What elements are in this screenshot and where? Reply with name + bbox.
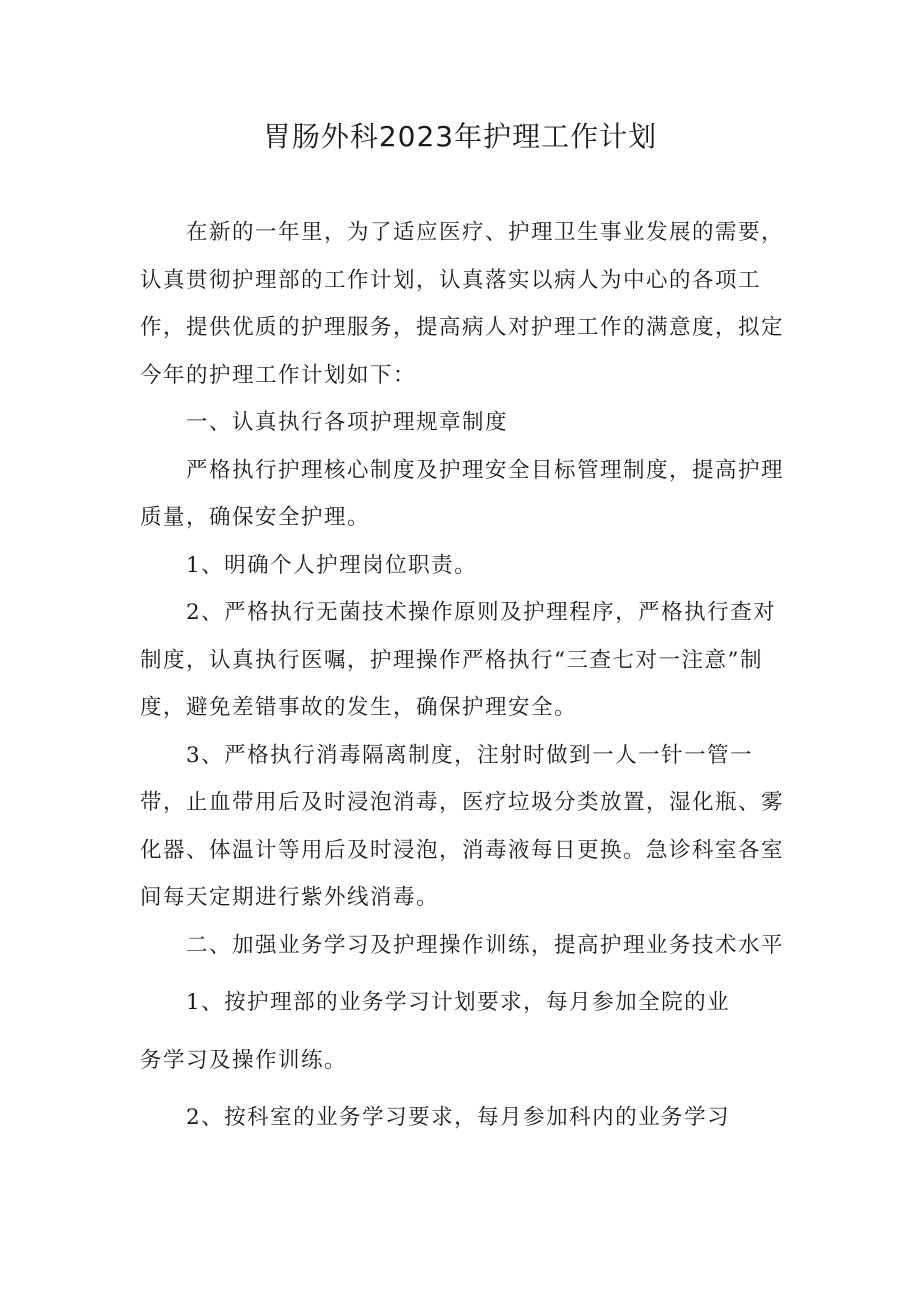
document-body xyxy=(140,209,790,1142)
paragraph-section-1-intro: 严格执行护理核心制度及护理安全目标管理制度，提高护理质量，确保安全护理。 xyxy=(140,457,785,530)
list-item-1-1: 1、明确个人护理岗位职责。 xyxy=(186,552,478,578)
section-heading-2: 二、加强业务学习及护理操作训练，提高护理业务技术水平 xyxy=(186,932,785,958)
paragraph-intro: 在新的一年里，为了适应医疗、护理卫生事业发展的需要，认真贯彻护理部的工作计划，认真落实以病人为中心的各项工作，提供优质的护理服务，提高病人对护理工作的满意度，拟定今年的护理工作计划如下： xyxy=(140,220,785,388)
list-item-2-2: 2、按科室的业务学习要求，每月参加科内的业务学习 xyxy=(186,1105,731,1130)
list-item-2-1-line2: 务学习及操作训练。 xyxy=(140,1047,348,1073)
list-item-1-2: 2、严格执行无菌技术操作原则及护理程序，严格执行查对制度，认真执行医嘱，护理操作严格执行“三查七对一注意”制度，避免差错事故的发生，确保护理安全。 xyxy=(140,600,777,720)
section-heading-1: 一、认真执行各项护理规章制度 xyxy=(186,410,509,435)
list-item-1-3: 3、严格执行消毒隔离制度，注射时做到一人一针一管一带，止血带用后及时浸泡消毒，医疗垃圾分类放置，湿化瓶、雾化器、体温计等用后及时浸泡，消毒液每日更换。急诊科室各室间每天定期进行紫外线消毒。 xyxy=(140,742,785,910)
list-item-2-1-line1: 1、按护理部的业务学习计划要求，每月参加全院的业 xyxy=(186,990,731,1015)
document-title: 胃肠外科2023年护理工作计划 xyxy=(262,120,658,153)
